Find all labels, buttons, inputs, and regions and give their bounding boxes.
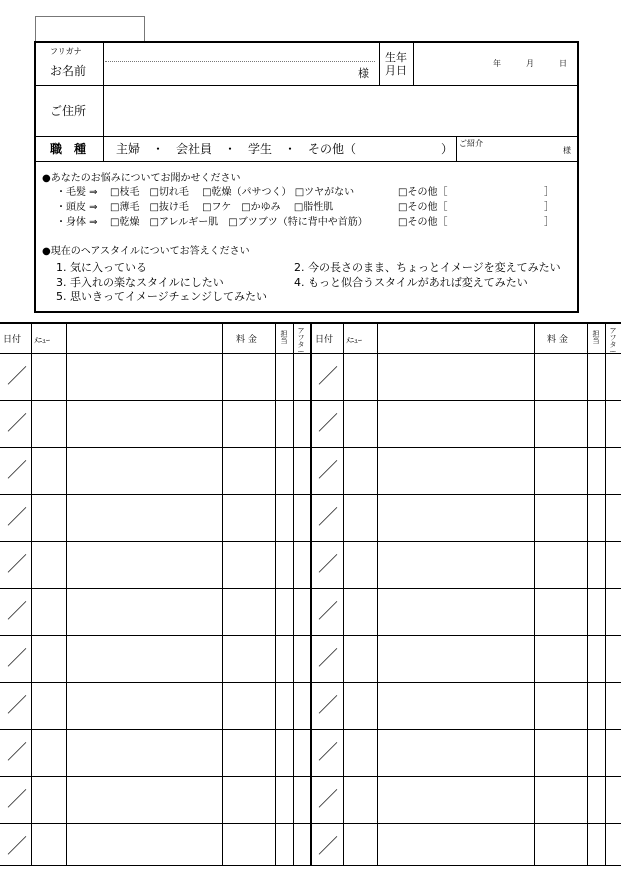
date-cell[interactable]: ／ — [318, 787, 338, 811]
concern-options[interactable]: □乾燥 □アレルギー肌 □ブツブツ（特に背中や首筋） — [110, 217, 368, 228]
hairstyle-option-1[interactable]: 1. 気に入っている — [56, 261, 147, 274]
row-divider — [0, 447, 621, 448]
date-cell[interactable]: ／ — [7, 411, 27, 435]
hairstyle-option-2[interactable]: 2. 今の長さのまま、ちょっとイメージを変えてみたい — [294, 261, 561, 274]
divider — [36, 136, 577, 137]
price-header: 料 金 — [547, 335, 568, 345]
concern-label: ・頭皮 ⇒ — [56, 202, 98, 213]
date-header: 日付 — [3, 335, 22, 345]
birth-label-line1: 生年 — [385, 51, 407, 64]
col-divider — [275, 324, 276, 865]
month-label: 月 — [526, 59, 534, 68]
col-divider — [222, 324, 223, 865]
staff-header: 担 当 — [592, 330, 600, 345]
date-cell[interactable]: ／ — [318, 834, 338, 858]
name-label: お名前 — [50, 64, 87, 78]
date-cell[interactable]: ／ — [7, 552, 27, 576]
staff-header: 担 当 — [280, 330, 288, 345]
date-cell[interactable]: ／ — [318, 599, 338, 623]
concern-options[interactable]: □薄毛 □抜け毛 □フケ □かゆみ □脂性肌 — [110, 202, 334, 213]
divider — [36, 161, 577, 162]
date-cell[interactable]: ／ — [7, 740, 27, 764]
row-divider — [0, 400, 621, 401]
col-divider — [605, 324, 606, 865]
concerns-heading: ●あなたのお悩みについてお聞かせください — [42, 173, 241, 184]
divider — [379, 43, 380, 85]
menu-header: ﾒﾆｭｰ — [346, 336, 362, 345]
date-cell[interactable]: ／ — [7, 693, 27, 717]
concern-close: ］ — [544, 217, 554, 228]
col-divider — [534, 324, 535, 865]
furigana-line — [105, 61, 375, 62]
price-header: 料 金 — [236, 335, 257, 345]
row-divider — [0, 588, 621, 589]
name-field[interactable] — [106, 63, 376, 83]
name-suffix: 様 — [358, 67, 369, 80]
date-cell[interactable]: ／ — [7, 834, 27, 858]
concern-close: ］ — [544, 202, 554, 213]
divider — [103, 43, 104, 161]
col-divider — [31, 324, 32, 865]
occupation-options[interactable]: 主婦 ・ 会社員 ・ 学生 ・ その他（ — [116, 142, 357, 156]
col-divider — [377, 324, 378, 865]
row-divider — [0, 494, 621, 495]
date-cell[interactable]: ／ — [7, 458, 27, 482]
divider — [36, 85, 577, 86]
date-cell[interactable]: ／ — [318, 458, 338, 482]
col-divider — [587, 324, 588, 865]
date-cell[interactable]: ／ — [318, 740, 338, 764]
date-cell[interactable]: ／ — [7, 364, 27, 388]
concern-label: ・身体 ⇒ — [56, 217, 98, 228]
hairstyle-option-4[interactable]: 4. もっと似合うスタイルがあれば変えてみたい — [294, 276, 528, 289]
hairstyle-option-3[interactable]: 3. 手入れの楽なスタイルにしたい — [56, 276, 224, 289]
visit-history-table — [0, 322, 621, 866]
col-divider — [343, 324, 344, 865]
row-divider — [0, 729, 621, 730]
row-divider — [0, 635, 621, 636]
occupation-close: ） — [441, 142, 454, 156]
furigana-label: フリガナ — [50, 47, 82, 56]
row-divider — [0, 541, 621, 542]
concern-close: ］ — [544, 187, 554, 198]
referral-label: ご紹介 — [459, 139, 483, 148]
birth-label-line2: 月日 — [385, 64, 407, 77]
row-divider — [0, 353, 621, 354]
date-cell[interactable]: ／ — [318, 646, 338, 670]
col-divider — [293, 324, 294, 865]
date-cell[interactable]: ／ — [7, 599, 27, 623]
row-divider — [0, 682, 621, 683]
date-cell[interactable]: ／ — [318, 552, 338, 576]
address-label: ご住所 — [50, 104, 87, 118]
center-divider — [310, 324, 312, 865]
row-divider — [0, 823, 621, 824]
concern-label: ・毛髪 ⇒ — [56, 187, 98, 198]
date-cell[interactable]: ／ — [318, 693, 338, 717]
row-divider — [0, 776, 621, 777]
date-cell[interactable]: ／ — [318, 364, 338, 388]
divider — [456, 136, 457, 161]
customer-info-card — [34, 41, 579, 313]
concern-other[interactable]: □その他［ — [398, 187, 448, 198]
referral-suffix: 様 — [563, 146, 571, 155]
concern-options[interactable]: □枝毛 □切れ毛 □乾燥（パサつく） □ツヤがない — [110, 187, 355, 198]
date-header: 日付 — [315, 335, 334, 345]
after-header: ア フ タ ー — [297, 327, 305, 356]
divider — [413, 43, 414, 85]
date-cell[interactable]: ／ — [7, 646, 27, 670]
form-tab — [35, 16, 145, 42]
concern-other[interactable]: □その他［ — [398, 217, 448, 228]
address-field[interactable] — [106, 89, 574, 133]
date-cell[interactable]: ／ — [7, 505, 27, 529]
menu-header: ﾒﾆｭｰ — [34, 336, 50, 345]
after-header: ア フ タ ー — [609, 327, 617, 356]
hairstyle-option-5[interactable]: 5. 思いきってイメージチェンジしてみたい — [56, 290, 268, 303]
date-cell[interactable]: ／ — [318, 505, 338, 529]
year-label: 年 — [493, 59, 501, 68]
hairstyle-heading: ●現在のヘアスタイルについてお答えください — [42, 246, 250, 257]
col-divider — [66, 324, 67, 865]
date-cell[interactable]: ／ — [318, 411, 338, 435]
date-cell[interactable]: ／ — [7, 787, 27, 811]
day-label: 日 — [559, 59, 567, 68]
occupation-label: 職 種 — [50, 142, 87, 156]
concern-other[interactable]: □その他［ — [398, 202, 448, 213]
